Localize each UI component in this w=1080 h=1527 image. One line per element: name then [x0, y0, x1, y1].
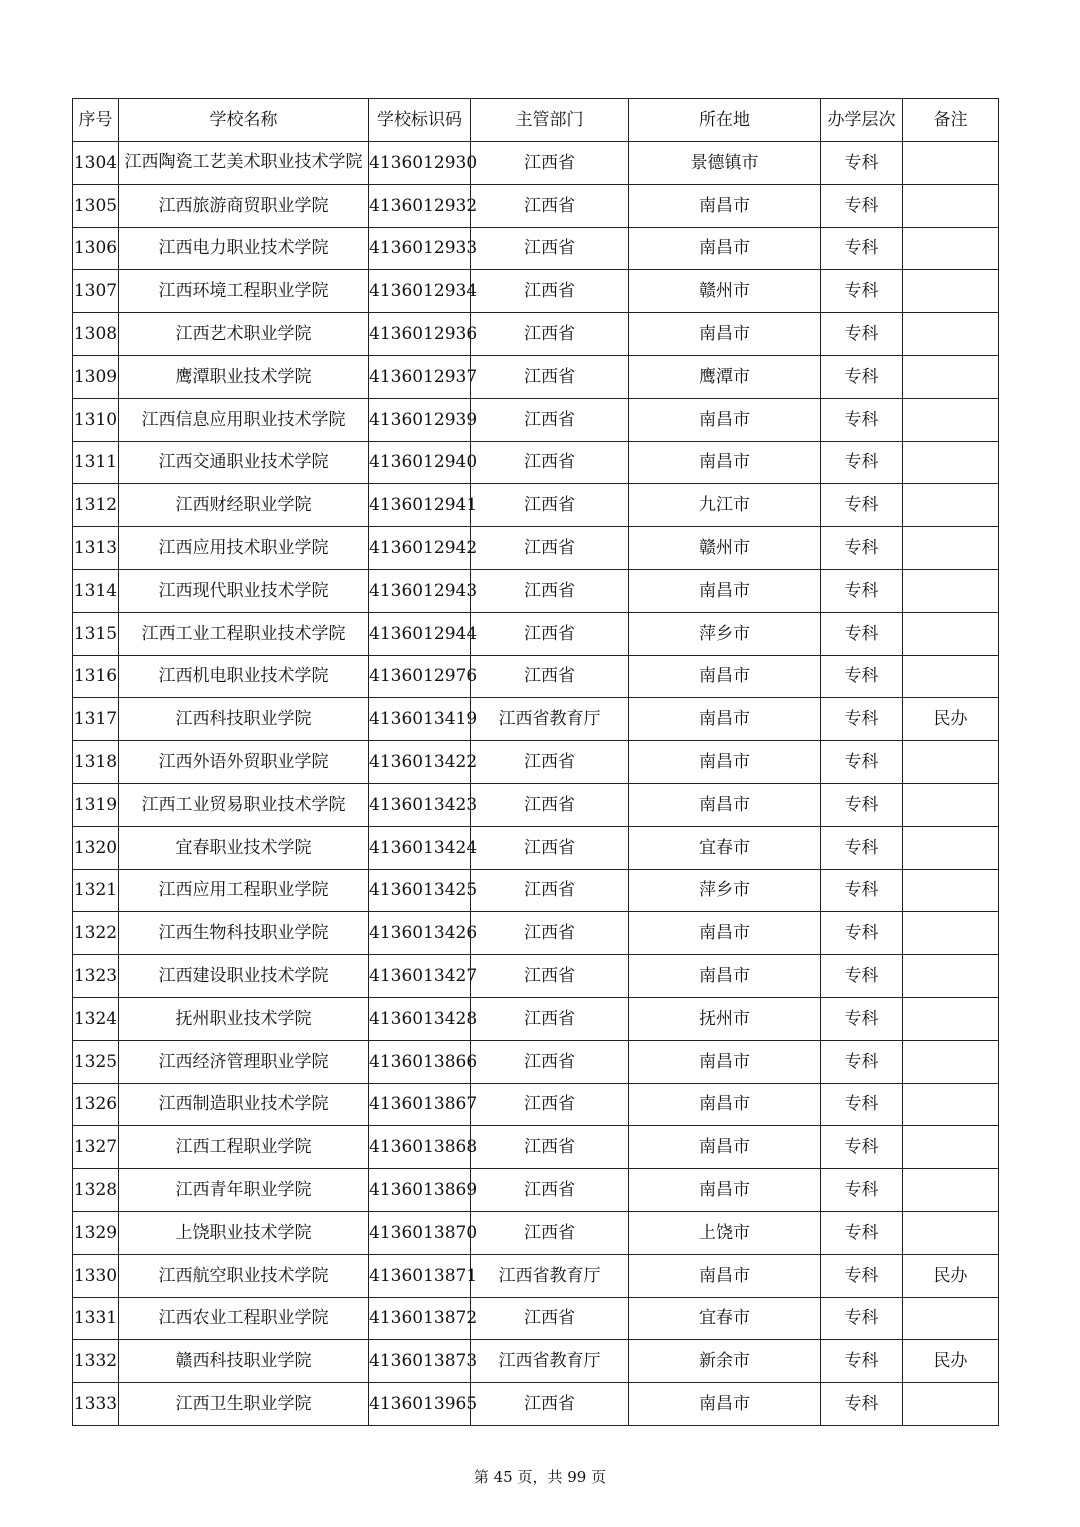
cell-level: 专科	[821, 398, 903, 441]
cell-index: 1311	[73, 441, 119, 484]
header-level: 办学层次	[821, 99, 903, 142]
cell-school-code: 4136012940	[369, 441, 471, 484]
cell-remarks	[903, 1211, 999, 1254]
cell-remarks	[903, 270, 999, 313]
cell-location: 南昌市	[629, 441, 821, 484]
cell-remarks: 民办	[903, 1254, 999, 1297]
cell-level: 专科	[821, 1040, 903, 1083]
cell-school-code: 4136012937	[369, 355, 471, 398]
cell-department: 江西省	[471, 783, 629, 826]
cell-level: 专科	[821, 655, 903, 698]
cell-school-name: 鹰潭职业技术学院	[119, 355, 369, 398]
cell-level: 专科	[821, 527, 903, 570]
cell-school-name: 江西现代职业技术学院	[119, 569, 369, 612]
cell-remarks	[903, 398, 999, 441]
cell-department: 江西省	[471, 355, 629, 398]
cell-level: 专科	[821, 1083, 903, 1126]
cell-school-name: 江西科技职业学院	[119, 698, 369, 741]
cell-level: 专科	[821, 1169, 903, 1212]
cell-remarks	[903, 569, 999, 612]
cell-location: 南昌市	[629, 1169, 821, 1212]
table-row	[73, 1254, 999, 1297]
cell-school-code: 4136013867	[369, 1083, 471, 1126]
cell-department: 江西省	[471, 569, 629, 612]
cell-remarks	[903, 741, 999, 784]
cell-department: 江西省	[471, 955, 629, 998]
cell-level: 专科	[821, 612, 903, 655]
cell-index: 1313	[73, 527, 119, 570]
cell-index: 1330	[73, 1254, 119, 1297]
cell-index: 1322	[73, 912, 119, 955]
cell-school-code: 4136012930	[369, 142, 471, 185]
cell-department: 江西省	[471, 1211, 629, 1254]
cell-department: 江西省	[471, 741, 629, 784]
cell-department: 江西省	[471, 1169, 629, 1212]
cell-department: 江西省	[471, 1083, 629, 1126]
cell-remarks	[903, 783, 999, 826]
cell-level: 专科	[821, 142, 903, 185]
cell-level: 专科	[821, 227, 903, 270]
cell-school-code: 4136012939	[369, 398, 471, 441]
cell-school-code: 4136013870	[369, 1211, 471, 1254]
cell-department: 江西省	[471, 184, 629, 227]
cell-remarks	[903, 484, 999, 527]
cell-location: 上饶市	[629, 1211, 821, 1254]
cell-index: 1326	[73, 1083, 119, 1126]
table-row	[73, 1297, 999, 1340]
cell-department: 江西省	[471, 612, 629, 655]
cell-department: 江西省	[471, 1383, 629, 1426]
table-row	[73, 313, 999, 356]
cell-remarks	[903, 655, 999, 698]
cell-level: 专科	[821, 698, 903, 741]
cell-school-code: 4136013869	[369, 1169, 471, 1212]
cell-location: 赣州市	[629, 270, 821, 313]
cell-school-name: 江西陶瓷工艺美术职业技术学院	[119, 142, 369, 185]
table-row	[73, 441, 999, 484]
table-header-row	[73, 99, 999, 142]
cell-school-name: 江西交通职业技术学院	[119, 441, 369, 484]
cell-department: 江西省	[471, 826, 629, 869]
cell-level: 专科	[821, 1383, 903, 1426]
cell-location: 南昌市	[629, 398, 821, 441]
cell-department: 江西省	[471, 441, 629, 484]
cell-school-name: 江西环境工程职业学院	[119, 270, 369, 313]
header-school-code: 学校标识码	[369, 99, 471, 142]
cell-level: 专科	[821, 1254, 903, 1297]
cell-level: 专科	[821, 1297, 903, 1340]
cell-location: 景德镇市	[629, 142, 821, 185]
cell-index: 1309	[73, 355, 119, 398]
cell-location: 南昌市	[629, 912, 821, 955]
cell-index: 1333	[73, 1383, 119, 1426]
cell-index: 1327	[73, 1126, 119, 1169]
cell-department: 江西省教育厅	[471, 1254, 629, 1297]
table-row	[73, 1169, 999, 1212]
cell-index: 1305	[73, 184, 119, 227]
cell-department: 江西省	[471, 313, 629, 356]
table-row	[73, 612, 999, 655]
cell-remarks	[903, 997, 999, 1040]
cell-school-name: 宜春职业技术学院	[119, 826, 369, 869]
cell-index: 1325	[73, 1040, 119, 1083]
cell-school-name: 上饶职业技术学院	[119, 1211, 369, 1254]
cell-school-name: 江西旅游商贸职业学院	[119, 184, 369, 227]
cell-department: 江西省	[471, 997, 629, 1040]
cell-location: 南昌市	[629, 783, 821, 826]
cell-index: 1317	[73, 698, 119, 741]
cell-school-code: 4136013427	[369, 955, 471, 998]
cell-department: 江西省	[471, 1040, 629, 1083]
cell-location: 抚州市	[629, 997, 821, 1040]
table-row	[73, 698, 999, 741]
cell-school-name: 江西应用工程职业学院	[119, 869, 369, 912]
cell-school-name: 江西财经职业学院	[119, 484, 369, 527]
header-school-name: 学校名称	[119, 99, 369, 142]
cell-school-code: 4136013965	[369, 1383, 471, 1426]
cell-level: 专科	[821, 184, 903, 227]
cell-department: 江西省	[471, 1297, 629, 1340]
cell-school-code: 4136012976	[369, 655, 471, 698]
cell-location: 南昌市	[629, 655, 821, 698]
cell-location: 南昌市	[629, 741, 821, 784]
cell-school-code: 4136012944	[369, 612, 471, 655]
cell-level: 专科	[821, 826, 903, 869]
cell-school-name: 江西经济管理职业学院	[119, 1040, 369, 1083]
cell-location: 九江市	[629, 484, 821, 527]
cell-level: 专科	[821, 955, 903, 998]
cell-school-code: 4136013424	[369, 826, 471, 869]
cell-remarks	[903, 1297, 999, 1340]
cell-school-code: 4136013428	[369, 997, 471, 1040]
cell-school-code: 4136013425	[369, 869, 471, 912]
cell-level: 专科	[821, 1126, 903, 1169]
cell-level: 专科	[821, 997, 903, 1040]
cell-level: 专科	[821, 484, 903, 527]
cell-index: 1314	[73, 569, 119, 612]
cell-level: 专科	[821, 313, 903, 356]
table-row	[73, 826, 999, 869]
cell-school-name: 江西工业贸易职业技术学院	[119, 783, 369, 826]
cell-level: 专科	[821, 1340, 903, 1383]
cell-school-code: 4136013426	[369, 912, 471, 955]
cell-index: 1304	[73, 142, 119, 185]
cell-school-name: 江西航空职业技术学院	[119, 1254, 369, 1297]
cell-school-code: 4136013868	[369, 1126, 471, 1169]
cell-school-code: 4136012932	[369, 184, 471, 227]
cell-remarks	[903, 955, 999, 998]
cell-index: 1321	[73, 869, 119, 912]
table-row	[73, 1340, 999, 1383]
cell-level: 专科	[821, 270, 903, 313]
cell-remarks	[903, 826, 999, 869]
cell-remarks	[903, 912, 999, 955]
cell-index: 1329	[73, 1211, 119, 1254]
header-location: 所在地	[629, 99, 821, 142]
cell-school-name: 江西工程职业学院	[119, 1126, 369, 1169]
cell-school-name: 江西外语外贸职业学院	[119, 741, 369, 784]
cell-location: 鹰潭市	[629, 355, 821, 398]
cell-location: 新余市	[629, 1340, 821, 1383]
cell-location: 南昌市	[629, 569, 821, 612]
cell-school-code: 4136013419	[369, 698, 471, 741]
table-row	[73, 741, 999, 784]
table-row	[73, 527, 999, 570]
cell-index: 1318	[73, 741, 119, 784]
table-row	[73, 569, 999, 612]
cell-school-name: 江西艺术职业学院	[119, 313, 369, 356]
cell-department: 江西省	[471, 655, 629, 698]
table-row	[73, 484, 999, 527]
header-index: 序号	[73, 99, 119, 142]
cell-remarks	[903, 869, 999, 912]
table-row	[73, 1083, 999, 1126]
cell-department: 江西省	[471, 398, 629, 441]
cell-school-name: 抚州职业技术学院	[119, 997, 369, 1040]
table-row	[73, 1126, 999, 1169]
cell-level: 专科	[821, 783, 903, 826]
cell-remarks	[903, 612, 999, 655]
school-table	[72, 98, 999, 1426]
cell-school-name: 江西青年职业学院	[119, 1169, 369, 1212]
cell-school-code: 4136012942	[369, 527, 471, 570]
table-row	[73, 1383, 999, 1426]
cell-index: 1307	[73, 270, 119, 313]
cell-department: 江西省	[471, 270, 629, 313]
table-row	[73, 997, 999, 1040]
cell-school-name: 江西卫生职业学院	[119, 1383, 369, 1426]
cell-index: 1331	[73, 1297, 119, 1340]
cell-school-code: 4136012933	[369, 227, 471, 270]
table-row	[73, 783, 999, 826]
cell-index: 1310	[73, 398, 119, 441]
cell-school-name: 江西制造职业技术学院	[119, 1083, 369, 1126]
cell-department: 江西省	[471, 869, 629, 912]
cell-school-name: 江西建设职业技术学院	[119, 955, 369, 998]
table-row	[73, 227, 999, 270]
page-footer: 第 45 页，共 99 页	[473, 1468, 607, 1486]
cell-school-code: 4136013871	[369, 1254, 471, 1297]
cell-department: 江西省	[471, 527, 629, 570]
cell-department: 江西省	[471, 227, 629, 270]
cell-remarks	[903, 184, 999, 227]
cell-school-code: 4136013422	[369, 741, 471, 784]
cell-school-name: 赣西科技职业学院	[119, 1340, 369, 1383]
cell-school-name: 江西工业工程职业技术学院	[119, 612, 369, 655]
cell-location: 赣州市	[629, 527, 821, 570]
cell-location: 南昌市	[629, 1126, 821, 1169]
cell-location: 南昌市	[629, 227, 821, 270]
cell-index: 1332	[73, 1340, 119, 1383]
cell-department: 江西省	[471, 912, 629, 955]
cell-location: 南昌市	[629, 313, 821, 356]
cell-school-name: 江西农业工程职业学院	[119, 1297, 369, 1340]
cell-remarks	[903, 1126, 999, 1169]
cell-index: 1306	[73, 227, 119, 270]
cell-location: 南昌市	[629, 1383, 821, 1426]
table-row	[73, 869, 999, 912]
cell-school-code: 4136012936	[369, 313, 471, 356]
cell-level: 专科	[821, 441, 903, 484]
cell-school-name: 江西电力职业技术学院	[119, 227, 369, 270]
cell-remarks	[903, 441, 999, 484]
cell-location: 萍乡市	[629, 612, 821, 655]
cell-department: 江西省	[471, 142, 629, 185]
cell-index: 1320	[73, 826, 119, 869]
table-row	[73, 142, 999, 185]
cell-remarks	[903, 313, 999, 356]
cell-school-name: 江西应用技术职业学院	[119, 527, 369, 570]
cell-level: 专科	[821, 869, 903, 912]
cell-index: 1308	[73, 313, 119, 356]
cell-remarks	[903, 227, 999, 270]
table-row	[73, 184, 999, 227]
cell-remarks	[903, 1169, 999, 1212]
cell-level: 专科	[821, 355, 903, 398]
table-row	[73, 1040, 999, 1083]
cell-index: 1323	[73, 955, 119, 998]
table-row	[73, 270, 999, 313]
cell-department: 江西省教育厅	[471, 698, 629, 741]
cell-remarks: 民办	[903, 698, 999, 741]
cell-location: 宜春市	[629, 826, 821, 869]
table-row	[73, 1211, 999, 1254]
cell-index: 1324	[73, 997, 119, 1040]
cell-level: 专科	[821, 912, 903, 955]
cell-school-code: 4136012941	[369, 484, 471, 527]
cell-remarks	[903, 527, 999, 570]
cell-school-code: 4136013866	[369, 1040, 471, 1083]
cell-level: 专科	[821, 569, 903, 612]
cell-index: 1312	[73, 484, 119, 527]
cell-level: 专科	[821, 741, 903, 784]
cell-school-code: 4136012934	[369, 270, 471, 313]
header-department: 主管部门	[471, 99, 629, 142]
cell-location: 萍乡市	[629, 869, 821, 912]
table-row	[73, 955, 999, 998]
cell-index: 1315	[73, 612, 119, 655]
cell-remarks	[903, 355, 999, 398]
cell-index: 1328	[73, 1169, 119, 1212]
cell-location: 南昌市	[629, 1254, 821, 1297]
cell-remarks	[903, 1040, 999, 1083]
cell-department: 江西省教育厅	[471, 1340, 629, 1383]
cell-location: 南昌市	[629, 1040, 821, 1083]
cell-index: 1319	[73, 783, 119, 826]
cell-school-code: 4136013873	[369, 1340, 471, 1383]
cell-school-code: 4136012943	[369, 569, 471, 612]
cell-department: 江西省	[471, 484, 629, 527]
cell-location: 宜春市	[629, 1297, 821, 1340]
table-row	[73, 912, 999, 955]
cell-school-code: 4136013423	[369, 783, 471, 826]
header-remarks: 备注	[903, 99, 999, 142]
cell-remarks: 民办	[903, 1340, 999, 1383]
cell-remarks	[903, 1383, 999, 1426]
cell-location: 南昌市	[629, 698, 821, 741]
cell-remarks	[903, 1083, 999, 1126]
cell-school-name: 江西生物科技职业学院	[119, 912, 369, 955]
cell-level: 专科	[821, 1211, 903, 1254]
table-row	[73, 355, 999, 398]
cell-location: 南昌市	[629, 1083, 821, 1126]
cell-remarks	[903, 142, 999, 185]
cell-index: 1316	[73, 655, 119, 698]
table-row	[73, 655, 999, 698]
cell-school-code: 4136013872	[369, 1297, 471, 1340]
table-row	[73, 398, 999, 441]
cell-school-name: 江西信息应用职业技术学院	[119, 398, 369, 441]
cell-department: 江西省	[471, 1126, 629, 1169]
cell-school-name: 江西机电职业技术学院	[119, 655, 369, 698]
cell-location: 南昌市	[629, 955, 821, 998]
cell-location: 南昌市	[629, 184, 821, 227]
